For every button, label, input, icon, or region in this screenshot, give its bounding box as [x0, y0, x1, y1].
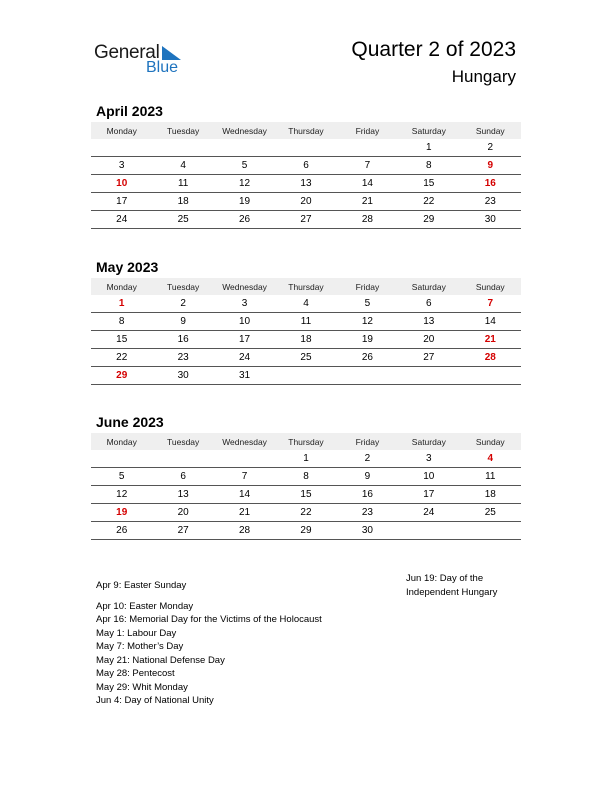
day-cell: 16: [460, 175, 521, 193]
day-cell: 26: [91, 522, 152, 540]
day-cell: 21: [460, 331, 521, 349]
day-cell: 17: [398, 486, 459, 504]
month-calendar-april: [91, 122, 521, 229]
day-cell: 9: [460, 157, 521, 175]
weekday-header: Saturday: [398, 278, 459, 295]
holiday-note: Apr 16: Memorial Day for the Victims of the Holocaust: [96, 614, 322, 625]
empty-day-cell: [152, 450, 213, 468]
day-cell: 19: [337, 331, 398, 349]
day-cell: 30: [152, 367, 213, 385]
day-cell: 30: [337, 522, 398, 540]
week-row: [91, 139, 521, 157]
day-cell: 18: [460, 486, 521, 504]
day-cell: 4: [152, 157, 213, 175]
empty-day-cell: [275, 139, 336, 157]
day-cell: 2: [460, 139, 521, 157]
day-cell: 11: [460, 468, 521, 486]
day-cell: 24: [91, 211, 152, 229]
day-cell: 2: [152, 295, 213, 313]
month-calendar-june: [91, 433, 521, 540]
day-cell: 6: [398, 295, 459, 313]
week-row: [91, 313, 521, 331]
weekday-header: Wednesday: [214, 433, 275, 450]
day-cell: 1: [275, 450, 336, 468]
day-cell: 20: [275, 193, 336, 211]
day-cell: 11: [275, 313, 336, 331]
holiday-note: May 1: Labour Day: [96, 627, 177, 639]
weekday-header: Thursday: [275, 122, 336, 139]
day-cell: 17: [214, 331, 275, 349]
day-cell: 29: [91, 367, 152, 385]
day-cell: 4: [460, 450, 521, 468]
holiday-note: Apr 10: Easter Monday: [96, 600, 194, 612]
day-cell: 24: [214, 349, 275, 367]
empty-day-cell: [460, 367, 521, 385]
week-row: [91, 157, 521, 175]
day-cell: 16: [152, 331, 213, 349]
day-cell: 8: [398, 157, 459, 175]
day-cell: 8: [275, 468, 336, 486]
day-cell: 12: [337, 313, 398, 331]
month-calendar-may: [91, 278, 521, 385]
day-cell: 28: [460, 349, 521, 367]
day-cell: 10: [91, 175, 152, 193]
weekday-header: Friday: [337, 278, 398, 295]
day-cell: 28: [337, 211, 398, 229]
day-cell: 19: [91, 504, 152, 522]
weekday-header: Wednesday: [214, 278, 275, 295]
week-row: [91, 522, 521, 540]
weekday-header: Thursday: [275, 433, 336, 450]
logo-word-blue: Blue: [146, 59, 179, 76]
quarter-title: Quarter 2 of 2023: [351, 38, 516, 61]
week-row: [91, 211, 521, 229]
empty-day-cell: [337, 139, 398, 157]
day-cell: 21: [214, 504, 275, 522]
day-cell: 24: [398, 504, 459, 522]
day-cell: 9: [152, 313, 213, 331]
week-row: [91, 175, 521, 193]
weekday-header: Monday: [91, 278, 152, 295]
day-cell: 14: [460, 313, 521, 331]
day-cell: 26: [337, 349, 398, 367]
week-row: [91, 450, 521, 468]
day-cell: 5: [214, 157, 275, 175]
day-cell: 3: [214, 295, 275, 313]
empty-day-cell: [91, 139, 152, 157]
day-cell: 2: [337, 450, 398, 468]
day-cell: 23: [152, 349, 213, 367]
holiday-notes-right: [406, 572, 526, 599]
week-row: [91, 504, 521, 522]
weekday-header: Monday: [91, 433, 152, 450]
day-cell: 23: [460, 193, 521, 211]
day-cell: 25: [460, 504, 521, 522]
day-cell: 11: [152, 175, 213, 193]
day-cell: 1: [398, 139, 459, 157]
week-row: [91, 486, 521, 504]
day-cell: 3: [398, 450, 459, 468]
month-title: May 2023: [96, 259, 159, 275]
empty-day-cell: [275, 367, 336, 385]
day-cell: 15: [275, 486, 336, 504]
weekday-header: Sunday: [460, 278, 521, 295]
day-cell: 1: [91, 295, 152, 313]
holiday-note: Apr 9: Easter Sunday: [96, 580, 187, 591]
day-cell: 4: [275, 295, 336, 313]
weekday-header: Monday: [91, 122, 152, 139]
weekday-header-row: [91, 122, 521, 139]
day-cell: 20: [152, 504, 213, 522]
day-cell: 8: [91, 313, 152, 331]
day-cell: 7: [214, 468, 275, 486]
weekday-header: Wednesday: [214, 122, 275, 139]
day-cell: 29: [275, 522, 336, 540]
day-cell: 20: [398, 331, 459, 349]
day-cell: 12: [214, 175, 275, 193]
weekday-header: Tuesday: [152, 278, 213, 295]
holiday-note: May 7: Mother’s Day: [96, 641, 184, 652]
day-cell: 13: [152, 486, 213, 504]
holiday-notes: [96, 579, 322, 708]
day-cell: 21: [337, 193, 398, 211]
day-cell: 12: [91, 486, 152, 504]
day-cell: 15: [398, 175, 459, 193]
week-row: [91, 193, 521, 211]
day-cell: 29: [398, 211, 459, 229]
day-cell: 10: [214, 313, 275, 331]
day-cell: 14: [214, 486, 275, 504]
day-cell: 5: [91, 468, 152, 486]
day-cell: 22: [91, 349, 152, 367]
week-row: [91, 349, 521, 367]
day-cell: 6: [152, 468, 213, 486]
day-cell: 25: [275, 349, 336, 367]
week-row: [91, 295, 521, 313]
day-cell: 22: [398, 193, 459, 211]
day-cell: 10: [398, 468, 459, 486]
weekday-header: Sunday: [460, 433, 521, 450]
country-name: Hungary: [451, 67, 516, 86]
day-cell: 9: [337, 468, 398, 486]
empty-day-cell: [460, 522, 521, 540]
day-cell: 13: [398, 313, 459, 331]
day-cell: 19: [214, 193, 275, 211]
day-cell: 26: [214, 211, 275, 229]
holiday-note: May 21: National Defense Day: [96, 654, 225, 666]
weekday-header: Thursday: [275, 278, 336, 295]
weekday-header: Tuesday: [152, 122, 213, 139]
day-cell: 14: [337, 175, 398, 193]
weekday-header: Friday: [337, 122, 398, 139]
day-cell: 25: [152, 211, 213, 229]
week-row: [91, 331, 521, 349]
month-title: June 2023: [96, 414, 164, 430]
day-cell: 23: [337, 504, 398, 522]
day-cell: 31: [214, 367, 275, 385]
day-cell: 27: [152, 522, 213, 540]
weekday-header-row: [91, 278, 521, 295]
day-cell: 5: [337, 295, 398, 313]
day-cell: 7: [337, 157, 398, 175]
holiday-note: Jun 4: Day of National Unity: [96, 695, 214, 706]
week-row: [91, 468, 521, 486]
weekday-header-row: [91, 433, 521, 450]
empty-day-cell: [398, 367, 459, 385]
empty-day-cell: [214, 450, 275, 468]
weekday-header: Sunday: [460, 122, 521, 139]
weekday-header: Tuesday: [152, 433, 213, 450]
empty-day-cell: [337, 367, 398, 385]
day-cell: 6: [275, 157, 336, 175]
weekday-header: Saturday: [398, 122, 459, 139]
empty-day-cell: [398, 522, 459, 540]
day-cell: 27: [275, 211, 336, 229]
holiday-note: May 28: Pentecost: [96, 668, 175, 679]
day-cell: 13: [275, 175, 336, 193]
day-cell: 15: [91, 331, 152, 349]
empty-day-cell: [214, 139, 275, 157]
empty-day-cell: [91, 450, 152, 468]
day-cell: 27: [398, 349, 459, 367]
month-title: April 2023: [96, 103, 163, 119]
day-cell: 7: [460, 295, 521, 313]
day-cell: 3: [91, 157, 152, 175]
holiday-note: Jun 19: Day of the Independent Hungary: [406, 573, 498, 598]
day-cell: 17: [91, 193, 152, 211]
day-cell: 18: [152, 193, 213, 211]
week-row: [91, 367, 521, 385]
logo-word-general: General: [94, 42, 160, 63]
day-cell: 18: [275, 331, 336, 349]
day-cell: 28: [214, 522, 275, 540]
weekday-header: Friday: [337, 433, 398, 450]
day-cell: 22: [275, 504, 336, 522]
empty-day-cell: [152, 139, 213, 157]
weekday-header: Saturday: [398, 433, 459, 450]
day-cell: 30: [460, 211, 521, 229]
holiday-note: May 29: Whit Monday: [96, 681, 188, 693]
day-cell: 16: [337, 486, 398, 504]
